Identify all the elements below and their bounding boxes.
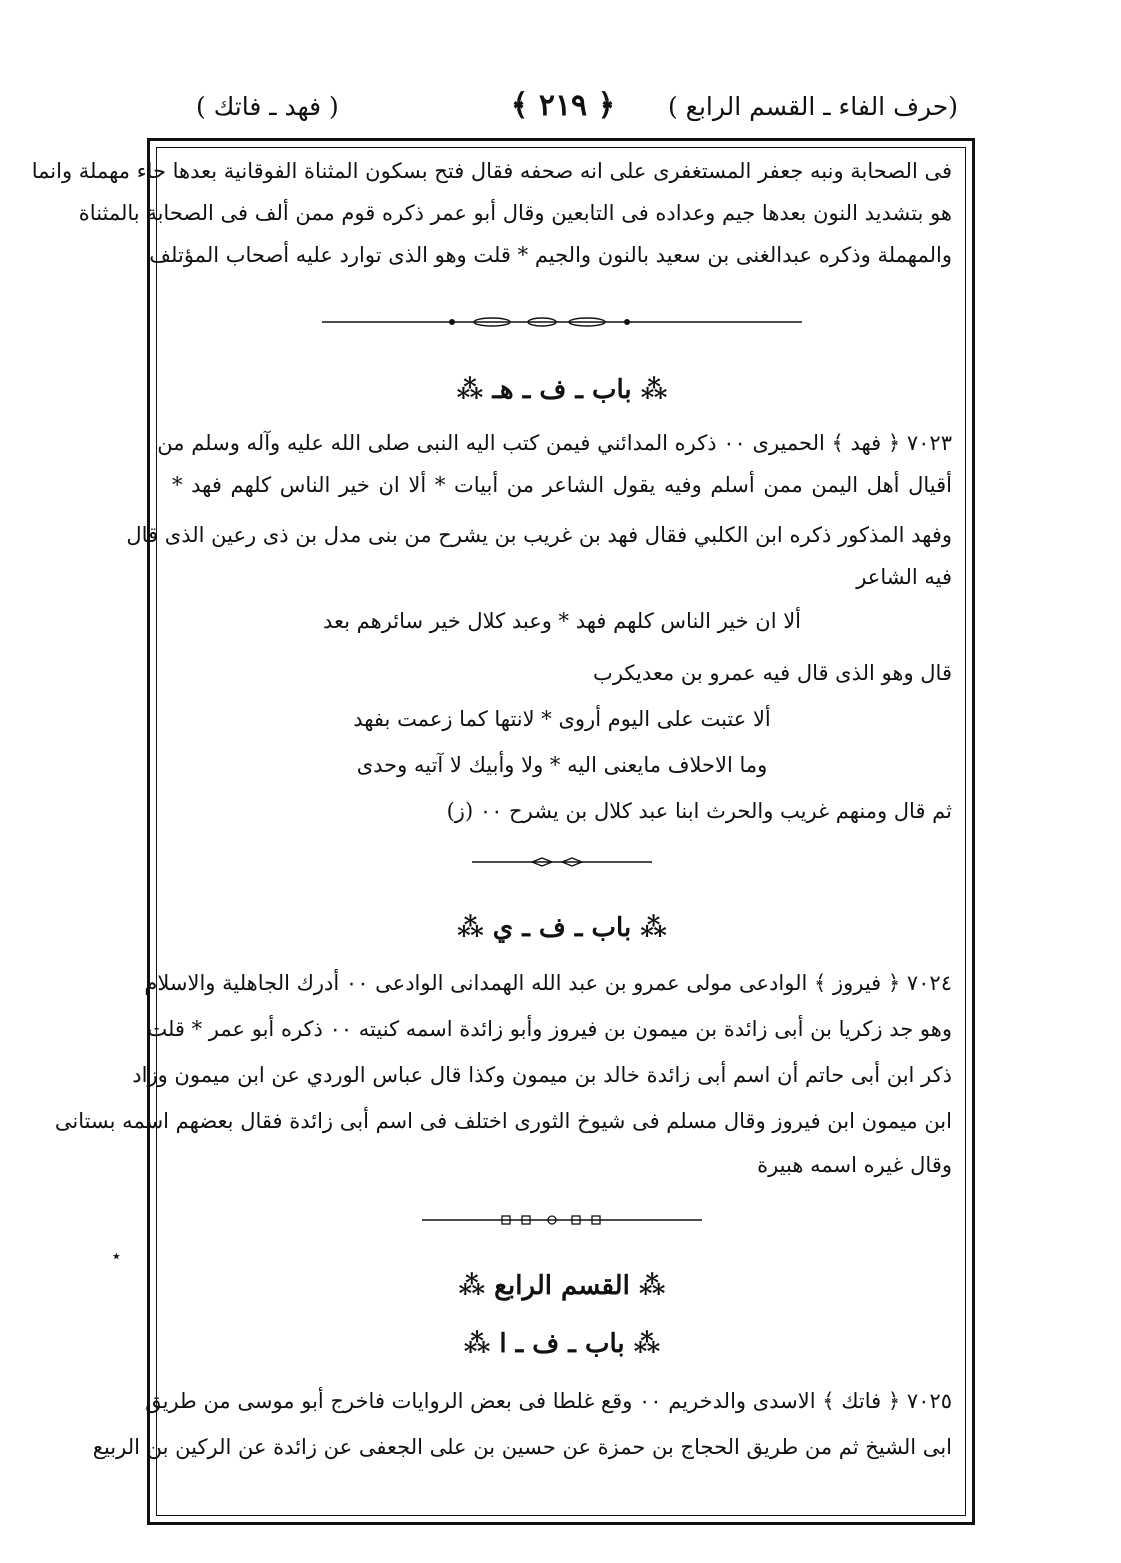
ornament-icon: ⁂	[456, 375, 493, 405]
ornament-icon: ⁂	[631, 913, 667, 943]
section-heading	[172, 910, 952, 946]
text-line: ٧٠٢٤ ﴿ فيروز ﴾ الوادعى مولى عمرو بن عبد الله الهمدانى الوادعى ٠٠ أدرك الجاهلية والاسلام	[144, 971, 952, 995]
text-line: هو بتشديد النون بعدها جيم وعداده فى التابعين وقال أبو عمر ذكره قوم ممن ألف فى الصحابة بالمثناة	[78, 201, 952, 225]
page-border-inner	[31, 147, 966, 1516]
section-heading	[172, 1326, 952, 1362]
ornamental-divider	[322, 316, 802, 328]
text-line: فى الصحابة ونبه جعفر المستغفرى على انه صحفه فقال فتح بسكون المثناة الفوقانية بعدها حاء مهملة وانما	[31, 159, 952, 183]
page-header	[150, 86, 976, 132]
part-heading	[172, 1268, 952, 1304]
ornament-icon: ⁂	[463, 1329, 500, 1359]
text-line: وقال غيره اسمه هبيرة	[757, 1153, 952, 1177]
verse-line: ألا ان خير الناس كلهم فهد * وعبد كلال خير سائرهم بعد	[322, 609, 802, 633]
text-line: أقيال أهل اليمن ممن أسلم وفيه يقول الشاعر من أبيات * ألا ان خير الناس كلهم فهد *	[172, 473, 952, 497]
page-number: ﴿ ٢١٩ ﴾	[510, 88, 616, 123]
section-heading-text: باب ـ ف ـ ي	[492, 913, 632, 943]
section-heading-text: باب ـ ف ـ ا	[499, 1329, 625, 1359]
part-heading-text: القسم الرابع	[494, 1271, 630, 1301]
section-heading-text: باب ـ ف ـ هـ	[492, 375, 632, 405]
ornament-icon: ⁂	[624, 1329, 661, 1359]
ornament-icon: ⁂	[458, 1271, 495, 1301]
header-chapter-title: (حرف الفاء ـ القسم الرابع )	[667, 92, 958, 121]
ornamental-divider	[422, 1214, 702, 1226]
stray-mark: ٭	[112, 1246, 121, 1265]
text-line: ٧٠٢٣ ﴿ فهد ﴾ الحميرى ٠٠ ذكره المدائني فيمن كتب اليه النبى صلى الله عليه وآله وسلم من	[157, 431, 952, 455]
ornamental-divider	[472, 856, 652, 868]
text-line: ابى الشيخ ثم من طريق الحجاج بن حمزة عن حسين بن على الجعفى عن زائدة عن الركين بن الربيع	[92, 1435, 952, 1459]
ornament-icon: ⁂	[629, 1271, 666, 1301]
text-line: ابن ميمون ابن فيروز وقال مسلم فى شيوخ الثورى اختلف فى اسم أبى زائدة فقال بعضهم اسمه بستانى	[54, 1109, 952, 1133]
text-line: وهو جد زكريا بن أبى زائدة بن ميمون بن فيروز وأبو زائدة اسمه كنيته ٠٠ ذكره أبو عمر * قلت	[147, 1017, 952, 1041]
text-line: وفهد المذكور ذكره ابن الكلبي فقال فهد بن غريب بن يشرح من بنى مدل بن ذى رعين الذى قال	[126, 523, 952, 547]
verse-line: ألا عتبت على اليوم أروى * لانتها كما زعمت بفهد	[353, 707, 771, 731]
page-border	[31, 138, 975, 1525]
text-line: قال وهو الذى قال فيه عمرو بن معديكرب	[593, 661, 952, 685]
text-line: ٧٠٢٥ ﴿ فاتك ﴾ الاسدى والدخريم ٠٠ وقع غلطا فى بعض الروايات فاخرج أبو موسى من طريق	[145, 1389, 952, 1413]
section-heading	[172, 372, 952, 408]
header-entry-range: ( فهد ـ فاتك )	[196, 92, 339, 121]
text-line: فيه الشاعر	[856, 565, 952, 589]
text-line: ثم قال ومنهم غريب والحرث ابنا عبد كلال بن يشرح ٠٠ (ز)	[446, 799, 952, 823]
text-line: والمهملة وذكره عبدالغنى بن سعيد بالنون والجيم * قلت وهو الذى توارد عليه أصحاب المؤتلف	[149, 243, 952, 267]
ornament-icon: ⁂	[457, 913, 493, 943]
verse-line: وما الاحلاف مايعنى اليه * ولا وأبيك لا آتيه وحدى	[356, 753, 768, 777]
text-line: ذكر ابن أبى حاتم أن اسم أبى زائدة خالد بن ميمون وكذا قال عباس الوردي عن ابن ميمون وزاد	[132, 1063, 952, 1087]
ornament-icon: ⁂	[631, 375, 668, 405]
